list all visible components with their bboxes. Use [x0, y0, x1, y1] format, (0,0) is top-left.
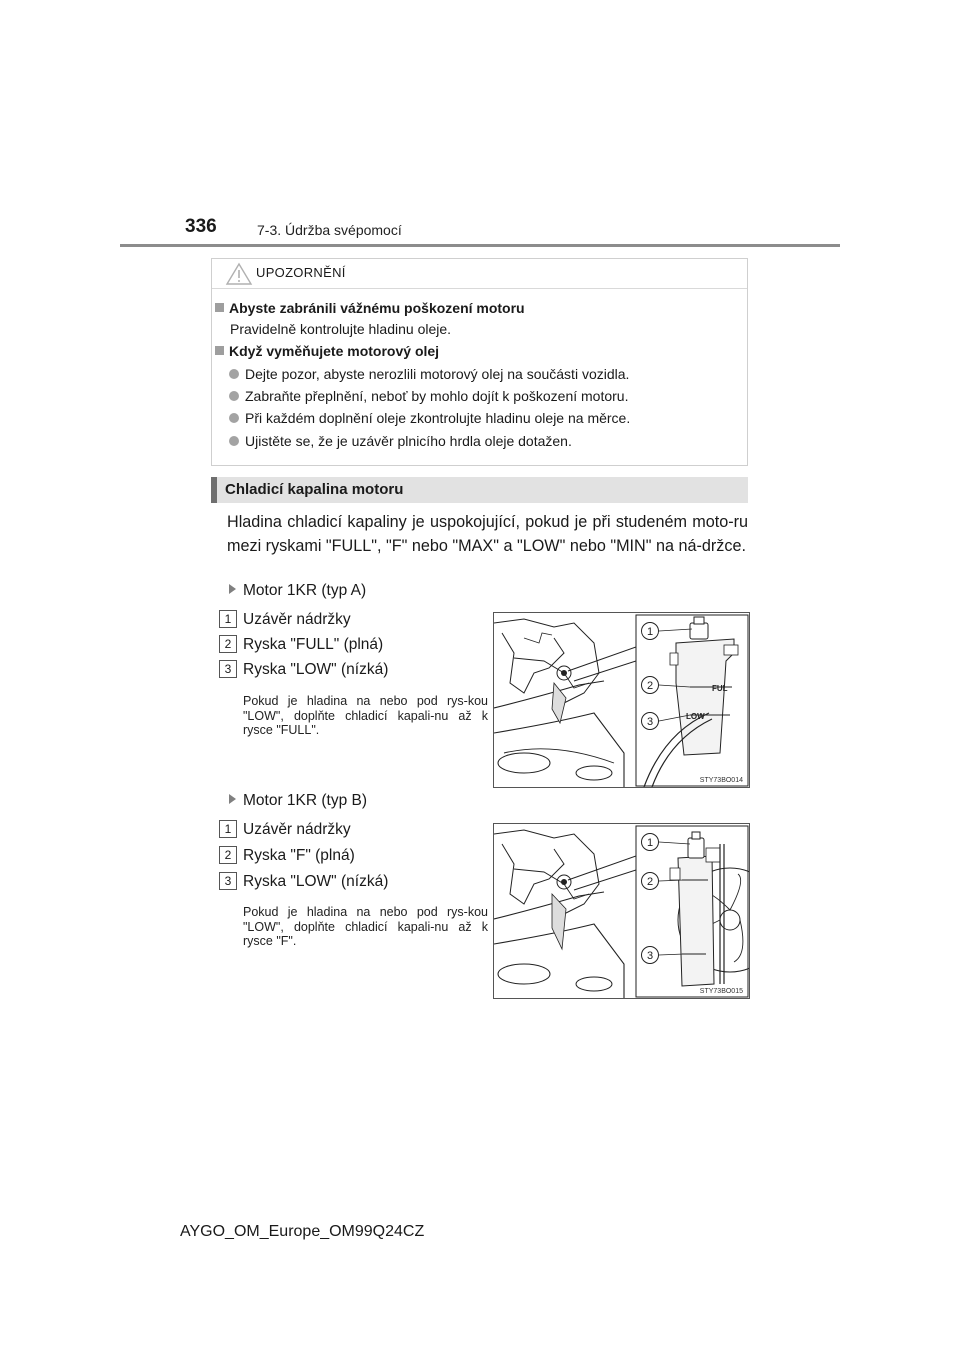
- page-number: 336: [185, 216, 217, 237]
- round-bullet-icon: [229, 369, 239, 379]
- item-number: 2: [219, 846, 237, 864]
- square-bullet-icon: [215, 303, 224, 312]
- section-reference: 7-3. Údržba svépomocí: [257, 222, 402, 238]
- item-label: Uzávěr nádržky: [243, 611, 351, 628]
- callout-number: 3: [646, 716, 654, 728]
- header-rule: [120, 244, 840, 247]
- coolant-tank-figure-b: [493, 823, 750, 999]
- item-label: Ryska "FULL" (plná): [243, 636, 384, 653]
- caution-bullet: Při každém doplnění oleje zkontrolujte hladinu oleje na měrce.: [229, 410, 630, 426]
- caution-title: UPOZORNĚNÍ: [256, 265, 346, 280]
- callout-number: 2: [646, 680, 654, 692]
- note-text: Pokud je hladina na nebo pod rys-kou "LOW", doplňte chladicí kapali-nu až k rysce "FULL".: [243, 694, 488, 737]
- figure-code: STY73BO015: [699, 988, 743, 995]
- section-accent: [211, 477, 217, 503]
- caution-bullet: Dejte pozor, abyste nerozlili motorový olej na součásti vozidla.: [229, 366, 629, 382]
- caution-heading: Abyste zabránili vážnému poškození motoru: [215, 300, 525, 316]
- item-label: Ryska "LOW" (nízká): [243, 873, 389, 890]
- square-bullet-icon: [215, 346, 224, 355]
- item-number: 1: [219, 610, 237, 628]
- round-bullet-icon: [229, 436, 239, 446]
- arrow-right-icon: [229, 794, 236, 804]
- figure-code: STY73BO014: [699, 777, 743, 784]
- engine-bay-illustration: [494, 824, 749, 998]
- callout-number: 2: [646, 876, 654, 888]
- note-text: Pokud je hladina na nebo pod rys-kou "LOW", doplňte chladicí kapali-nu až k rysce "F".: [243, 905, 488, 948]
- round-bullet-icon: [229, 413, 239, 423]
- callout-number: 3: [646, 950, 654, 962]
- callout-number: 1: [646, 837, 654, 849]
- caution-bullet: Ujistěte se, že je uzávěr plnicího hrdla oleje dotažen.: [229, 433, 572, 449]
- caution-box: [211, 258, 748, 466]
- coolant-tank-figure-a: [493, 612, 750, 788]
- item-number: 1: [219, 820, 237, 838]
- item-number: 3: [219, 660, 237, 678]
- item-label: Uzávěr nádržky: [243, 821, 351, 838]
- callout-number: 1: [646, 626, 654, 638]
- section-title: Chladicí kapalina motoru: [225, 481, 404, 498]
- warning-triangle-icon: [225, 262, 253, 286]
- arrow-right-icon: [229, 584, 236, 594]
- variant-title: Motor 1KR (typ A): [229, 582, 366, 600]
- document-id: AYGO_OM_Europe_OM99Q24CZ: [180, 1223, 425, 1240]
- engine-bay-illustration: [494, 613, 749, 787]
- caution-bullet: Zabraňte přeplnění, neboť by mohlo dojít k poškození motoru.: [229, 388, 628, 404]
- section-title-bar: [211, 477, 748, 503]
- intro-paragraph: Hladina chladicí kapaliny je uspokojující, pokud je při studeném moto-ru mezi ryskami "FULL", "F" nebo "MAX" a "LOW" nebo "MIN" na ná-držce.: [227, 513, 748, 555]
- caution-heading: Když vyměňujete motorový olej: [215, 343, 439, 359]
- item-label: Ryska "LOW" (nízká): [243, 661, 389, 678]
- tank-mark-low: LOW: [686, 712, 705, 721]
- item-number: 2: [219, 635, 237, 653]
- variant-title: Motor 1KR (typ B): [229, 792, 367, 810]
- round-bullet-icon: [229, 391, 239, 401]
- item-number: 3: [219, 872, 237, 890]
- caution-text: Pravidelně kontrolujte hladinu oleje.: [230, 321, 452, 337]
- caution-header: [212, 259, 747, 289]
- item-label: Ryska "F" (plná): [243, 847, 355, 864]
- tank-mark-full: FUL: [712, 684, 728, 693]
